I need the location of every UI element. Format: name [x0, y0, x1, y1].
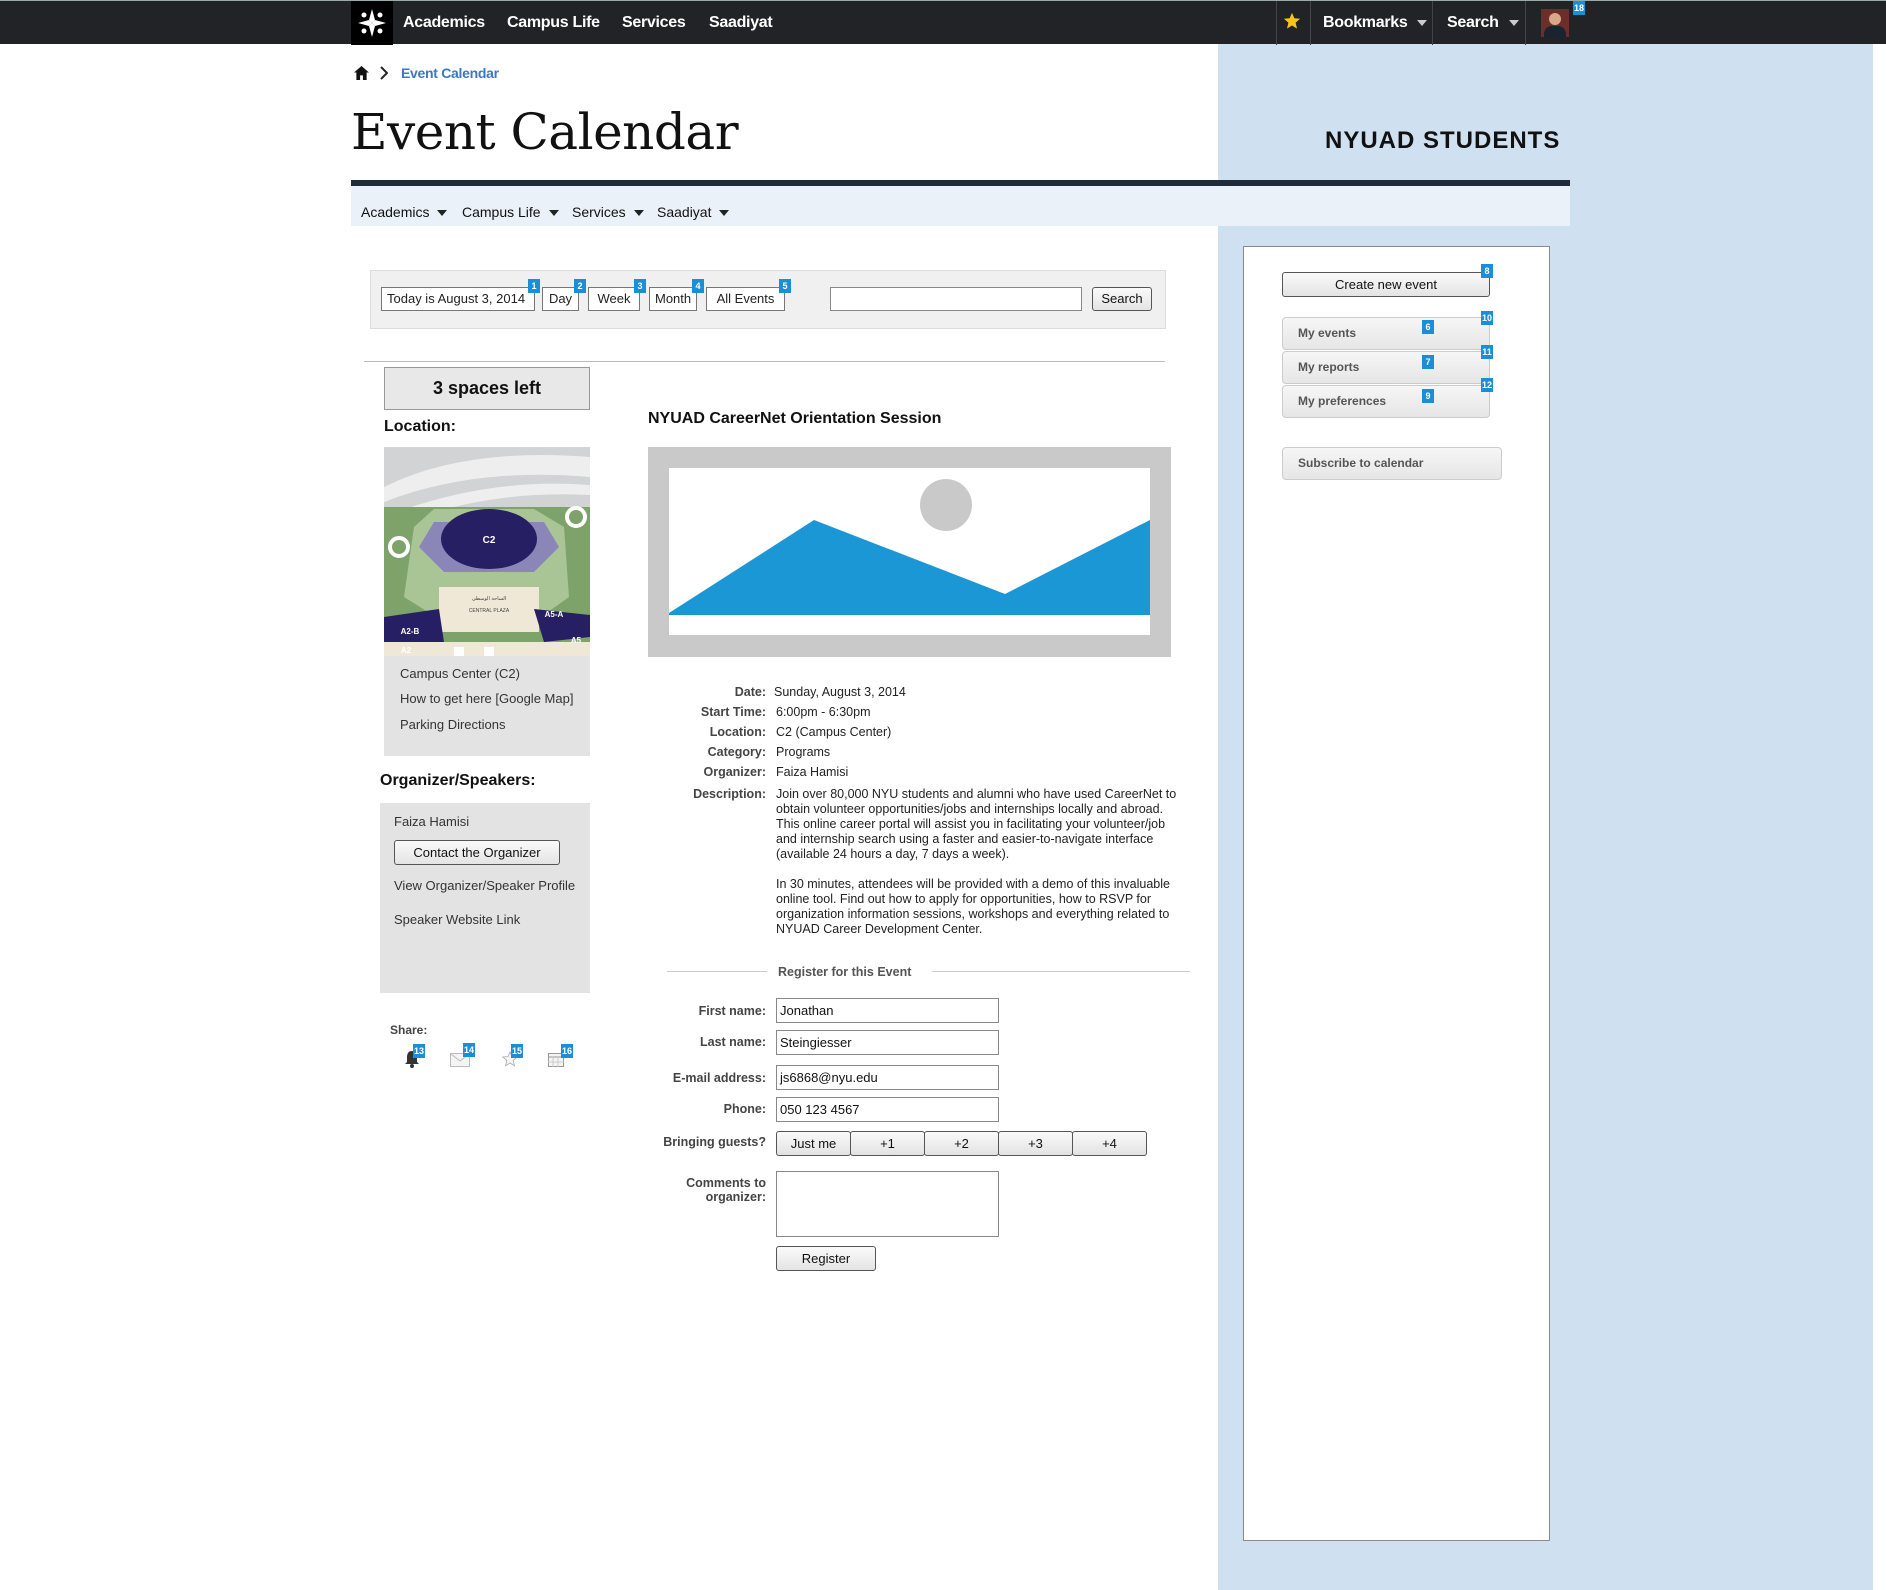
map-label-plaza-arabic: الساحة الوسطى — [471, 596, 507, 602]
description-paragraph-2: In 30 minutes, attendees will be provided with a demo of this invaluable online tool. Find out how to apply for opportunities, how to RSVP for organization information sessions, workshops and everything related to NYUAD Career Development Center. — [776, 877, 1170, 936]
phone-label: Phone: — [723, 1102, 766, 1116]
week-view-button[interactable]: Week — [588, 287, 640, 311]
guest-option-plus-2[interactable]: +2 — [924, 1131, 999, 1156]
guest-option-plus-3[interactable]: +3 — [998, 1131, 1073, 1156]
location-label: Location: — [709, 725, 766, 739]
divider — [1310, 1, 1311, 45]
bookmarks-label: Bookmarks — [1323, 14, 1408, 31]
avatar[interactable] — [1541, 9, 1569, 37]
comments-label — [640, 1176, 766, 1204]
page-title: Event Calendar — [351, 103, 739, 161]
nyu-torch-logo-icon[interactable] — [351, 1, 393, 45]
start-time-value: 6:00pm - 6:30pm — [776, 705, 871, 719]
subnav-saadiyat[interactable] — [657, 204, 729, 220]
campus-map-image[interactable] — [384, 447, 590, 656]
register-button[interactable]: Register — [776, 1246, 876, 1271]
day-view-button[interactable]: Day — [542, 287, 579, 311]
chevron-down-icon — [1509, 20, 1519, 26]
badge: 14 — [464, 1045, 475, 1055]
month-view-button[interactable]: Month — [649, 287, 697, 311]
badge: 12 — [1482, 380, 1493, 390]
divider — [1525, 1, 1526, 45]
organizer-value: Faiza Hamisi — [776, 765, 849, 779]
subnav-campus-life-label: Campus Life — [462, 204, 541, 220]
badge: 3 — [634, 279, 646, 293]
search-label: Search — [1447, 14, 1499, 31]
first-name-field[interactable]: Jonathan — [776, 998, 999, 1023]
top-navigation-bar — [0, 0, 1886, 44]
map-label-c2: C2 — [482, 535, 496, 546]
guest-option-plus-4[interactable]: +4 — [1072, 1131, 1147, 1156]
guest-option-just-me[interactable]: Just me — [776, 1131, 851, 1156]
category-label: Category: — [707, 745, 766, 759]
badge: 9 — [1422, 389, 1434, 403]
badge: 5 — [779, 279, 791, 293]
phone-field[interactable]: 050 123 4567 — [776, 1097, 999, 1122]
badge: 16 — [562, 1046, 573, 1056]
location-link-campus-center[interactable]: Campus Center (C2) — [400, 666, 520, 681]
star-icon[interactable] — [1283, 12, 1301, 35]
avatar-badge: 18 — [1574, 3, 1585, 13]
subnav-academics-label: Academics — [361, 204, 430, 220]
last-name-field[interactable]: Steingiesser — [776, 1030, 999, 1055]
badge: 7 — [1422, 355, 1434, 369]
map-label-plaza: CENTRAL PLAZA — [468, 608, 510, 614]
location-link-parking[interactable]: Parking Directions — [400, 717, 506, 732]
comments-label-line-2: organizer: — [705, 1190, 766, 1204]
home-icon[interactable] — [354, 66, 369, 85]
badge: 1 — [528, 279, 540, 293]
organizer-heading: Organizer/Speakers: — [380, 772, 536, 789]
create-new-event-button[interactable]: Create new event — [1282, 272, 1490, 297]
map-label-a5: A5 — [570, 636, 582, 645]
organizer-label: Organizer: — [703, 765, 766, 779]
map-label-a2b: A2-B — [400, 627, 420, 636]
all-events-button[interactable]: All Events — [706, 287, 785, 311]
topnav-campus-life[interactable]: Campus Life — [507, 14, 600, 31]
subnav-saadiyat-label: Saadiyat — [657, 204, 712, 220]
badge: 4 — [692, 279, 704, 293]
chevron-down-icon — [719, 210, 729, 216]
spaces-left-badge: 3 spaces left — [384, 367, 590, 410]
page-edge — [1873, 0, 1886, 1590]
badge: 11 — [1482, 347, 1492, 357]
chevron-down-icon — [437, 210, 447, 216]
my-preferences-link[interactable]: My preferences — [1282, 385, 1490, 418]
subnav-services-label: Services — [572, 204, 626, 220]
my-events-link[interactable]: My events — [1282, 317, 1490, 350]
badge: 10 — [1482, 313, 1493, 323]
search-menu[interactable] — [1447, 1, 1519, 45]
date-value: Sunday, August 3, 2014 — [774, 685, 906, 699]
subscribe-calendar-link[interactable]: Subscribe to calendar — [1282, 447, 1502, 480]
location-link-google-map[interactable]: How to get here [Google Map] — [400, 691, 574, 706]
category-value: Programs — [776, 745, 831, 759]
divider — [1276, 1, 1277, 45]
bookmarks-menu[interactable] — [1323, 1, 1427, 45]
organizer-profile-link[interactable]: View Organizer/Speaker Profile — [394, 878, 576, 893]
speaker-website-link[interactable]: Speaker Website Link — [394, 912, 521, 927]
image-placeholder-icon — [648, 447, 1171, 657]
chevron-down-icon — [634, 210, 644, 216]
organizer-name: Faiza Hamisi — [394, 814, 470, 829]
map-label-a5a: A5-A — [544, 610, 564, 619]
comments-textarea[interactable] — [776, 1171, 999, 1237]
badge: 6 — [1422, 320, 1434, 334]
topnav-saadiyat[interactable]: Saadiyat — [709, 14, 773, 31]
badge: 2 — [574, 279, 586, 293]
subnav-services[interactable] — [572, 204, 644, 220]
badge: 8 — [1481, 264, 1493, 278]
search-button[interactable]: Search — [1092, 287, 1152, 311]
map-label-a2: A2 — [400, 646, 412, 655]
section-navigation-bar — [351, 180, 1570, 226]
register-legend: Register for this Event — [778, 965, 912, 979]
topnav-academics[interactable]: Academics — [403, 14, 485, 31]
guest-option-plus-1[interactable]: +1 — [850, 1131, 925, 1156]
chevron-right-icon — [380, 66, 388, 85]
location-value: C2 (Campus Center) — [776, 725, 892, 739]
date-label: Date: — [734, 685, 766, 699]
divider — [1432, 1, 1433, 45]
chevron-down-icon — [549, 210, 559, 216]
contact-organizer-button[interactable]: Contact the Organizer — [394, 840, 560, 865]
comments-label-line-1: Comments to — [686, 1176, 766, 1190]
organizer-panel — [380, 803, 590, 993]
badge: 13 — [414, 1046, 425, 1056]
topnav-services[interactable]: Services — [622, 14, 686, 31]
email-label: E-mail address: — [672, 1071, 766, 1085]
description-paragraph-1: Join over 80,000 NYU students and alumni who have used CareerNet to obtain volunteer opportunities/jobs and internships locally and abroad. This online career portal will assist you in facilitating your volunteer/job and internship search using a faster and easier-to-navigate interface (available 24 hours a day, 7 days a week). — [776, 787, 1177, 861]
subnav-campus-life[interactable] — [462, 204, 559, 220]
start-time-label: Start Time: — [700, 705, 766, 719]
divider — [667, 971, 767, 972]
last-name-label: Last name: — [700, 1035, 766, 1049]
divider — [932, 971, 1190, 972]
my-reports-link[interactable]: My reports — [1282, 351, 1490, 384]
today-button[interactable]: Today is August 3, 2014 — [381, 287, 535, 311]
share-label: Share: — [390, 1023, 428, 1037]
badge: 15 — [512, 1046, 523, 1056]
first-name-label: First name: — [698, 1004, 766, 1018]
guests-label: Bringing guests? — [663, 1135, 766, 1149]
event-image-placeholder — [648, 447, 1171, 657]
location-heading: Location: — [384, 418, 456, 435]
chevron-down-icon — [1417, 20, 1427, 26]
email-field[interactable]: js6868@nyu.edu — [776, 1065, 999, 1090]
sidebar-panel — [1243, 246, 1550, 1541]
divider — [364, 361, 1165, 362]
search-input[interactable] — [830, 287, 1082, 311]
description-label: Description: — [693, 787, 766, 801]
breadcrumb-current[interactable]: Event Calendar — [401, 65, 499, 81]
subnav-academics[interactable] — [361, 204, 447, 220]
site-section-title: NYUAD STUDENTS — [1325, 127, 1561, 154]
event-title: NYUAD CareerNet Orientation Session — [648, 410, 942, 427]
